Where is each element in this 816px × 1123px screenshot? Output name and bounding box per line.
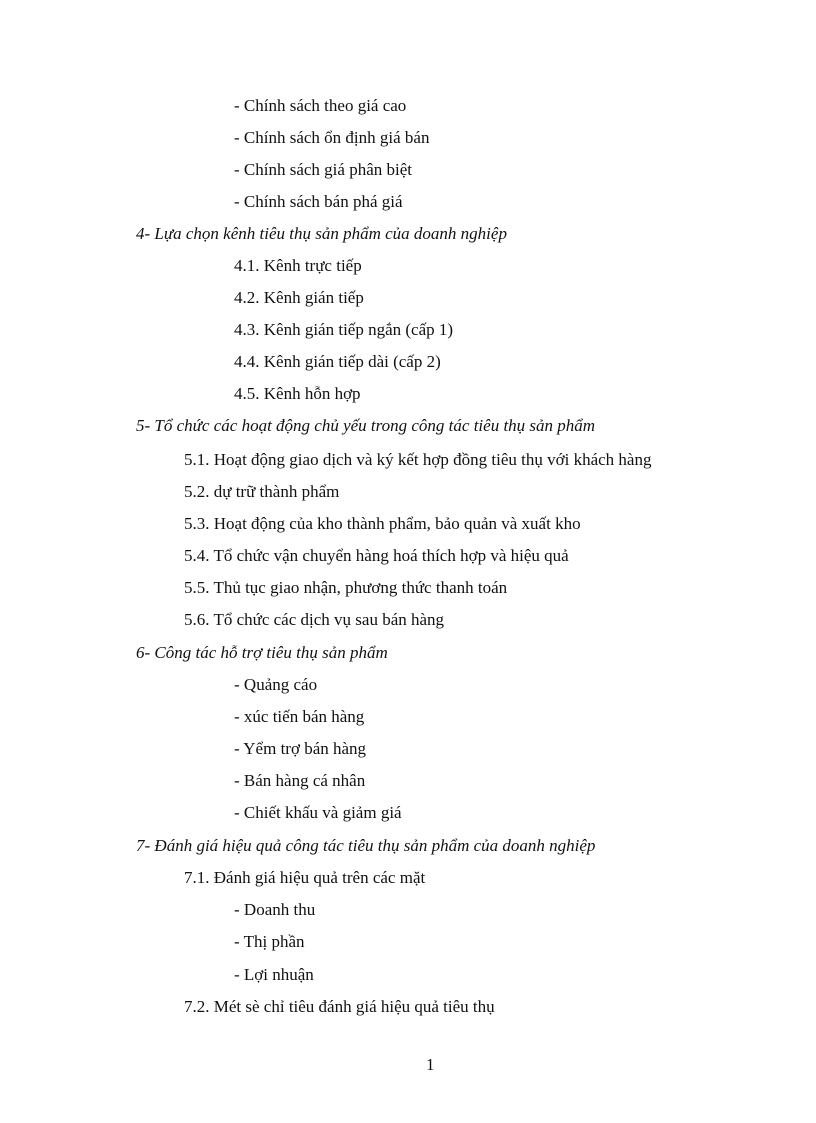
list-item: - Chính sách bán phá giá — [234, 192, 403, 211]
subsection-item: 5.3. Hoạt động của kho thành phẩm, bảo quản và xuất kho — [184, 514, 581, 533]
list-item: 4.1. Kênh trực tiếp — [234, 256, 362, 275]
list-item: 4.3. Kênh gián tiếp ngắn (cấp 1) — [234, 320, 454, 339]
subsection-item: 5.2. dự trữ thành phẩm — [184, 482, 340, 501]
list-item: - xúc tiến bán hàng — [234, 707, 365, 726]
section-heading: 5- Tổ chức các hoạt động chủ yếu trong công tác tiêu thụ sản phẩm — [136, 416, 596, 435]
list-item: - Lợi nhuận — [234, 965, 314, 984]
list-item: - Chính sách ổn định giá bán — [234, 128, 430, 147]
subsection-item: 7.1. Đánh giá hiệu quả trên các mặt — [184, 868, 426, 887]
section-heading: 4- Lựa chọn kênh tiêu thụ sản phẩm của doanh nghiệp — [136, 224, 507, 243]
list-item: - Bán hàng cá nhân — [234, 771, 366, 790]
section-heading: 7- Đánh giá hiệu quả công tác tiêu thụ sản phẩm của doanh nghiệp — [136, 836, 596, 855]
list-item: - Chiết khấu và giảm giá — [234, 803, 402, 822]
subsection-item: 5.6. Tổ chức các dịch vụ sau bán hàng — [184, 610, 445, 629]
list-item: 4.4. Kênh gián tiếp dài (cấp 2) — [234, 352, 441, 371]
list-item: - Chính sách giá phân biệt — [234, 160, 412, 179]
subsection-item: 5.5. Thủ tục giao nhận, phương thức thanh toán — [184, 578, 508, 597]
list-item: - Yểm trợ bán hàng — [234, 739, 367, 758]
list-item: 4.2. Kênh gián tiếp — [234, 288, 364, 307]
page-number: 1 — [426, 1055, 435, 1074]
subsection-item: 5.1. Hoạt động giao dịch và ký kết hợp đồng tiêu thụ với khách hàng — [184, 450, 652, 469]
subsection-item: 5.4. Tổ chức vận chuyển hàng hoá thích hợp và hiệu quả — [184, 546, 569, 565]
section-heading: 6- Công tác hỗ trợ tiêu thụ sản phẩm — [136, 643, 388, 662]
list-item: - Doanh thu — [234, 900, 316, 919]
subsection-item: 7.2. Mét sè chỉ tiêu đánh giá hiệu quả tiêu thụ — [184, 997, 495, 1016]
list-item: - Thị phần — [234, 932, 305, 951]
list-item: - Chính sách theo giá cao — [234, 96, 407, 115]
list-item: 4.5. Kênh hỗn hợp — [234, 384, 361, 403]
list-item: - Quảng cáo — [234, 675, 318, 694]
